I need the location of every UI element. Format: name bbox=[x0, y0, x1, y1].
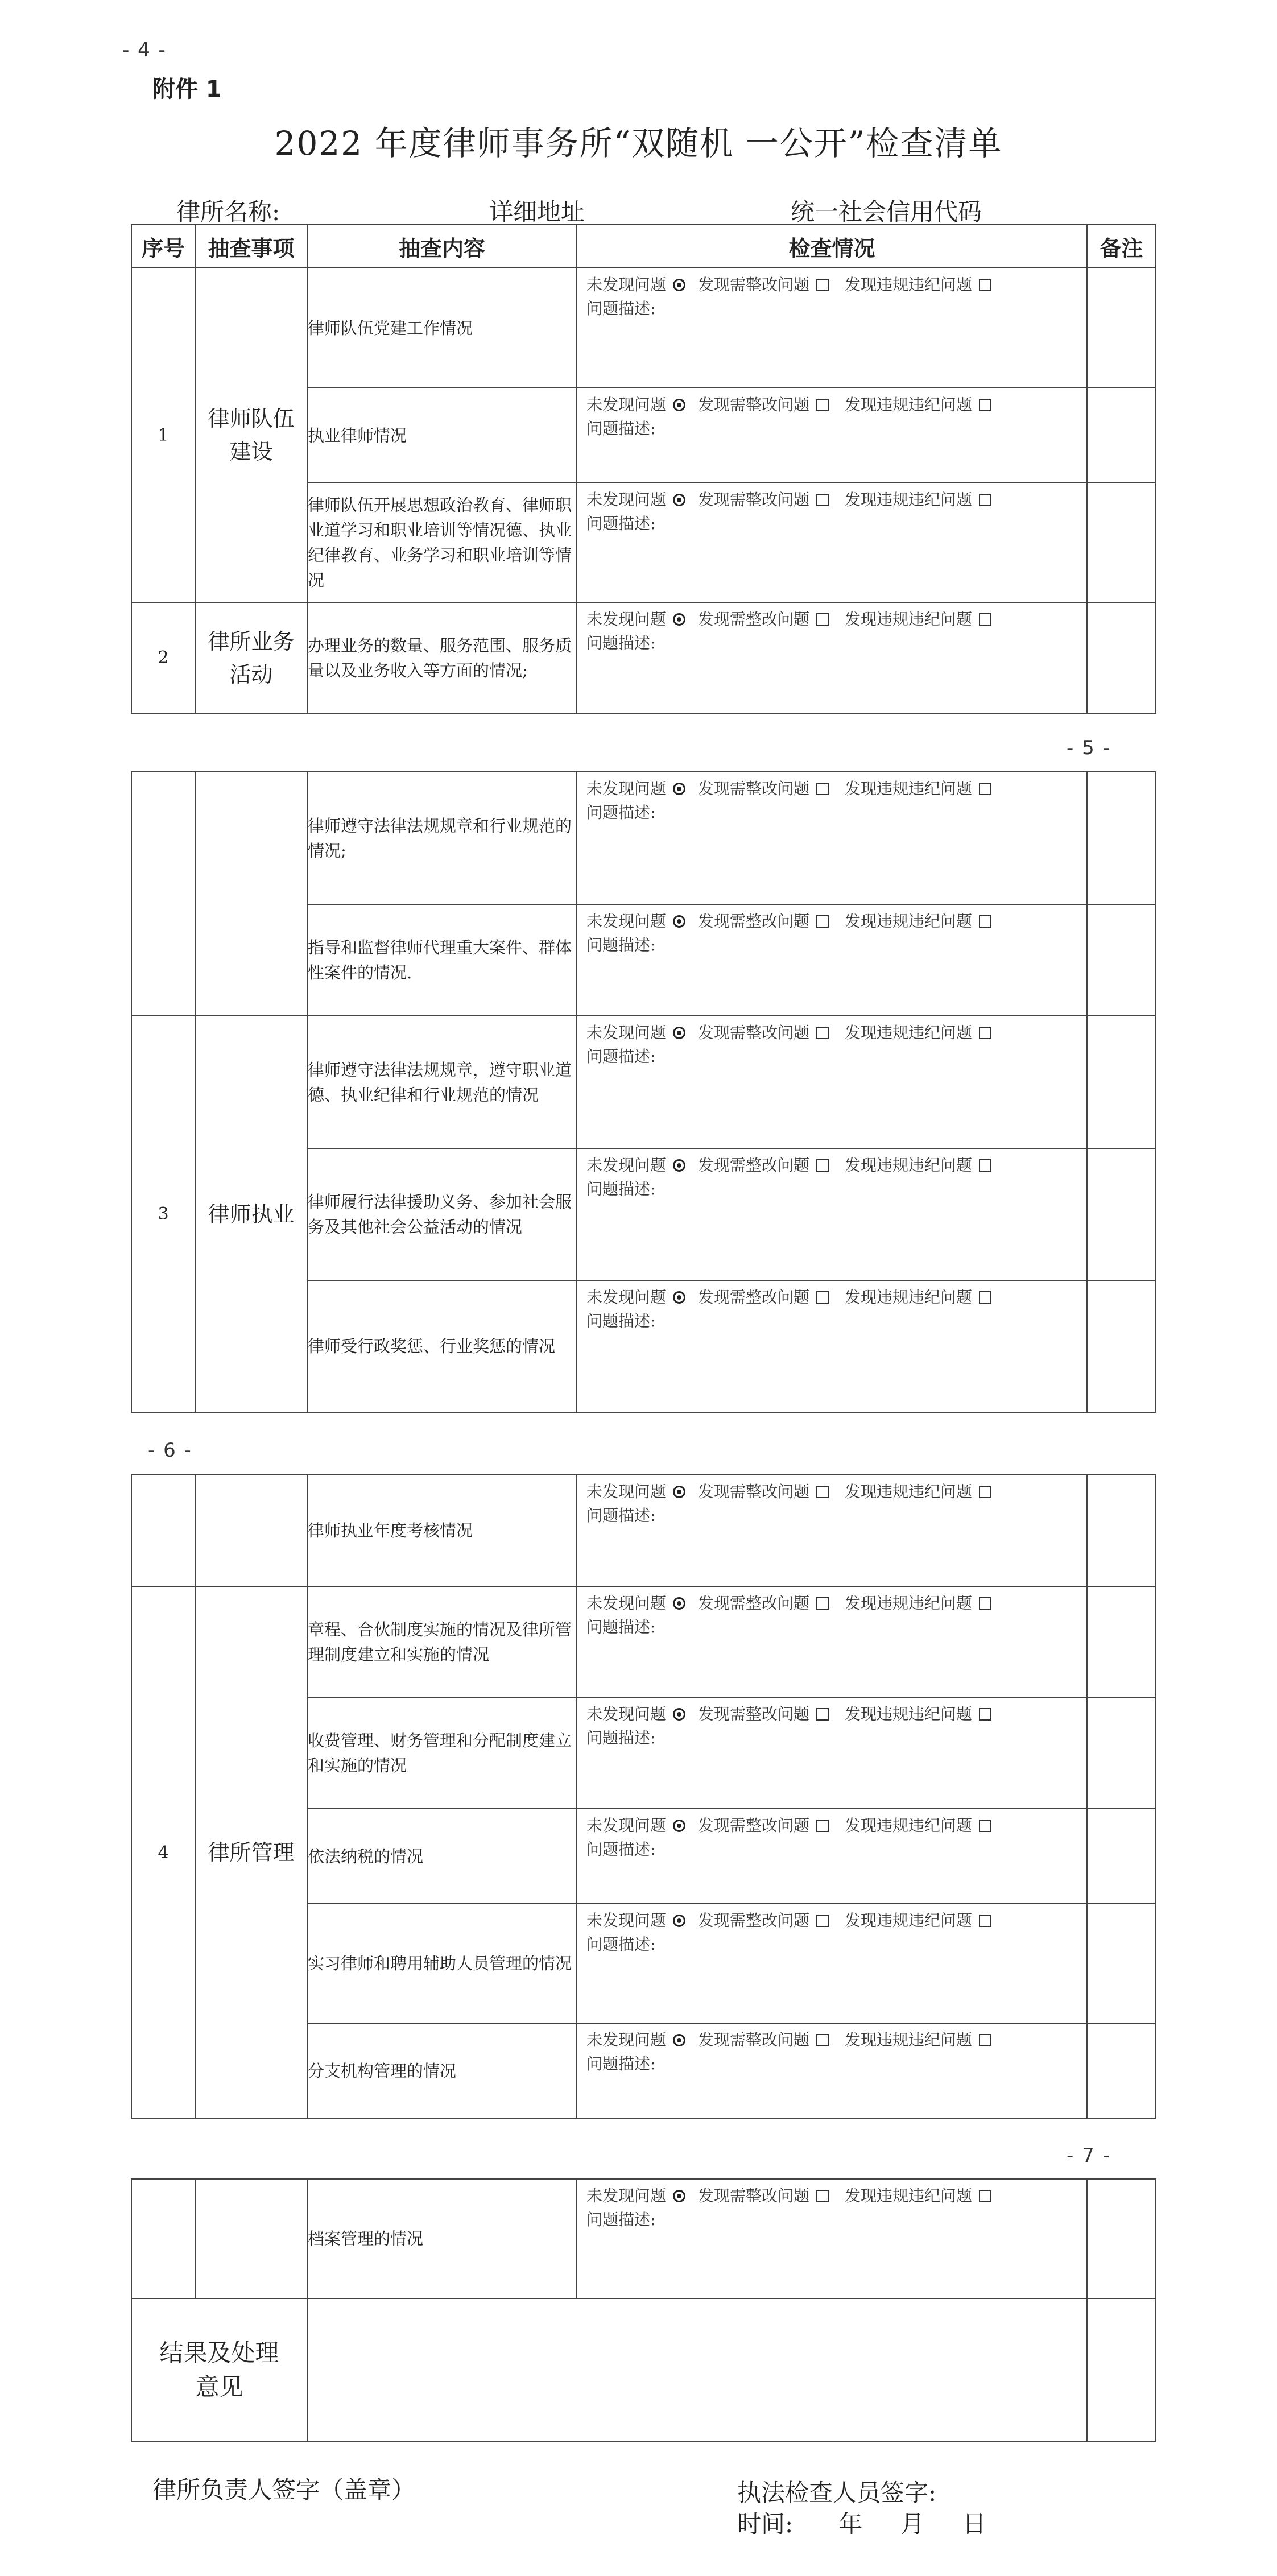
firm-name-label: 律所名称: bbox=[176, 198, 280, 226]
checklist-table-page-4 bbox=[131, 224, 1156, 714]
check-cell bbox=[577, 2023, 1087, 2119]
remark-cell[interactable] bbox=[1087, 2298, 1156, 2442]
header-check: 检查情况 bbox=[577, 225, 1087, 268]
check-cell bbox=[577, 388, 1087, 483]
group-seq: 3 bbox=[131, 1016, 195, 1412]
content-cell: 章程、合伙制度实施的情况及律所管理制度建立和实施的情况 bbox=[307, 1586, 577, 1697]
check-cell bbox=[577, 1809, 1087, 1904]
problem-description-label: 问题描述: bbox=[586, 936, 656, 954]
remark-cell[interactable] bbox=[1087, 2179, 1156, 2298]
checklist-table-page-6 bbox=[131, 1474, 1156, 2119]
check-cell bbox=[577, 904, 1087, 1016]
check-cell bbox=[577, 268, 1087, 388]
content-cell: 档案管理的情况 bbox=[307, 2179, 577, 2298]
no-issue-radio-icon[interactable] bbox=[673, 399, 685, 411]
violation-label: 发现违规违纪问题 bbox=[845, 1911, 973, 1930]
content-cell: 指导和监督律师代理重大案件、群体性案件的情况. bbox=[307, 904, 577, 1016]
no-issue-radio-icon[interactable] bbox=[673, 1486, 685, 1498]
violation-checkbox-icon[interactable] bbox=[979, 783, 991, 795]
check-options bbox=[586, 488, 1077, 512]
rectify-checkbox-icon[interactable] bbox=[816, 1915, 829, 1927]
content-cell: 律师受行政奖惩、行业奖惩的情况 bbox=[307, 1280, 577, 1412]
remark-cell[interactable] bbox=[1087, 1016, 1156, 1148]
group-seq-continued bbox=[131, 1475, 195, 1586]
credit-code-label: 统一社会信用代码 bbox=[791, 198, 982, 226]
page-number-4: - 4 - bbox=[122, 39, 167, 61]
no-issue-label: 未发现问题 bbox=[586, 490, 667, 509]
group-seq: 1 bbox=[131, 268, 195, 602]
no-issue-label: 未发现问题 bbox=[586, 912, 667, 931]
rectify-label: 发现需整改问题 bbox=[698, 1156, 810, 1175]
check-cell bbox=[577, 1904, 1087, 2023]
firm-head-signature-label: 律所负责人签字（盖章） bbox=[152, 2476, 416, 2504]
header-item: 抽查事项 bbox=[195, 225, 307, 268]
violation-label: 发现违规违纪问题 bbox=[845, 490, 973, 509]
violation-label: 发现违规违纪问题 bbox=[845, 1705, 973, 1723]
content-cell: 律师遵守法律法规规章和行业规范的情况; bbox=[307, 772, 577, 904]
rectify-checkbox-icon[interactable] bbox=[816, 1708, 829, 1721]
problem-description-label: 问题描述: bbox=[586, 1506, 656, 1525]
remark-cell[interactable] bbox=[1087, 268, 1156, 388]
violation-checkbox-icon[interactable] bbox=[979, 2190, 991, 2202]
result-row bbox=[131, 2298, 1156, 2442]
group-item: 律所业务 活动 bbox=[195, 602, 307, 713]
page-number-5: - 5 - bbox=[1067, 737, 1111, 759]
rectify-checkbox-icon[interactable] bbox=[816, 1027, 829, 1039]
no-issue-label: 未发现问题 bbox=[586, 1911, 667, 1930]
checklist-table-page-7 bbox=[131, 2178, 1156, 2442]
violation-label: 发现违规违纪问题 bbox=[845, 1594, 973, 1612]
no-issue-radio-icon[interactable] bbox=[673, 2190, 685, 2202]
header-remark: 备注 bbox=[1087, 225, 1156, 268]
rectify-checkbox-icon[interactable] bbox=[816, 1159, 829, 1172]
no-issue-radio-icon[interactable] bbox=[673, 494, 685, 506]
problem-description-label: 问题描述: bbox=[586, 1729, 656, 1747]
no-issue-label: 未发现问题 bbox=[586, 1023, 667, 1042]
violation-checkbox-icon[interactable] bbox=[979, 915, 991, 928]
remark-cell[interactable] bbox=[1087, 1148, 1156, 1280]
rectify-label: 发现需整改问题 bbox=[698, 1594, 810, 1612]
check-options bbox=[586, 2028, 1077, 2052]
content-cell: 律师执业年度考核情况 bbox=[307, 1475, 577, 1586]
group-item: 律师执业 bbox=[195, 1016, 307, 1412]
no-issue-radio-icon[interactable] bbox=[673, 1915, 685, 1927]
remark-cell[interactable] bbox=[1087, 388, 1156, 483]
no-issue-radio-icon[interactable] bbox=[673, 915, 685, 928]
violation-checkbox-icon[interactable] bbox=[979, 1291, 991, 1304]
no-issue-label: 未发现问题 bbox=[586, 1705, 667, 1723]
violation-checkbox-icon[interactable] bbox=[979, 399, 991, 411]
check-cell bbox=[577, 1586, 1087, 1697]
violation-checkbox-icon[interactable] bbox=[979, 1915, 991, 1927]
violation-checkbox-icon[interactable] bbox=[979, 494, 991, 506]
group-item: 律师队伍 建设 bbox=[195, 268, 307, 602]
content-cell: 实习律师和聘用辅助人员管理的情况 bbox=[307, 1904, 577, 2023]
table-row bbox=[131, 2179, 1156, 2298]
table-row bbox=[131, 1016, 1156, 1148]
problem-description-label: 问题描述: bbox=[586, 299, 656, 318]
violation-label: 发现违规违纪问题 bbox=[845, 1156, 973, 1175]
problem-description-label: 问题描述: bbox=[586, 2054, 656, 2073]
rectify-label: 发现需整改问题 bbox=[698, 1023, 810, 1042]
content-cell: 收费管理、财务管理和分配制度建立和实施的情况 bbox=[307, 1697, 577, 1809]
check-options bbox=[586, 909, 1077, 933]
rectify-checkbox-icon[interactable] bbox=[816, 783, 829, 795]
problem-description-label: 问题描述: bbox=[586, 514, 656, 533]
group-item-continued bbox=[195, 772, 307, 1016]
violation-label: 发现违规违纪问题 bbox=[845, 1816, 973, 1835]
table-row bbox=[131, 772, 1156, 904]
no-issue-label: 未发现问题 bbox=[586, 779, 667, 798]
violation-checkbox-icon[interactable] bbox=[979, 1708, 991, 1721]
check-cell bbox=[577, 772, 1087, 904]
content-cell: 律师履行法律援助义务、参加社会服务及其他社会公益活动的情况 bbox=[307, 1148, 577, 1280]
rectify-label: 发现需整改问题 bbox=[698, 912, 810, 931]
rectify-checkbox-icon[interactable] bbox=[816, 1820, 829, 1832]
page-title: 2022 年度律师事务所“双随机 一公开”检查清单 bbox=[274, 124, 1003, 163]
violation-checkbox-icon[interactable] bbox=[979, 1820, 991, 1832]
group-seq-continued bbox=[131, 2179, 195, 2298]
violation-label: 发现违规违纪问题 bbox=[845, 275, 973, 294]
violation-label: 发现违规违纪问题 bbox=[845, 912, 973, 931]
check-cell bbox=[577, 1016, 1087, 1148]
result-label: 结果及处理 意见 bbox=[131, 2298, 307, 2442]
check-options bbox=[586, 1814, 1077, 1838]
remark-cell[interactable] bbox=[1087, 1475, 1156, 1586]
no-issue-label: 未发现问题 bbox=[586, 1288, 667, 1306]
content-cell: 律师队伍开展思想政治教育、律师职业道学习和职业培训等情况德、执业纪律教育、业务学习和职业培训等情况 bbox=[307, 483, 577, 602]
rectify-label: 发现需整改问题 bbox=[698, 779, 810, 798]
rectify-checkbox-icon[interactable] bbox=[816, 613, 829, 626]
check-options bbox=[586, 393, 1077, 417]
table-row bbox=[131, 602, 1156, 713]
check-cell bbox=[577, 2179, 1087, 2298]
no-issue-radio-icon[interactable] bbox=[673, 783, 685, 795]
content-cell: 律师遵守法律法规规章，遵守职业道德、执业纪律和行业规范的情况 bbox=[307, 1016, 577, 1148]
page-number-6: - 6 - bbox=[148, 1439, 192, 1462]
no-issue-radio-icon[interactable] bbox=[673, 1597, 685, 1610]
violation-checkbox-icon[interactable] bbox=[979, 1486, 991, 1498]
no-issue-label: 未发现问题 bbox=[586, 1156, 667, 1175]
no-issue-radio-icon[interactable] bbox=[673, 2034, 685, 2046]
rectify-label: 发现需整改问题 bbox=[698, 275, 810, 294]
no-issue-radio-icon[interactable] bbox=[673, 1291, 685, 1304]
no-issue-label: 未发现问题 bbox=[586, 275, 667, 294]
check-options bbox=[586, 1909, 1077, 1933]
problem-description-label: 问题描述: bbox=[586, 803, 656, 822]
result-opinion-field[interactable] bbox=[307, 2298, 1087, 2442]
rectify-label: 发现需整改问题 bbox=[698, 1482, 810, 1501]
content-cell: 执业律师情况 bbox=[307, 388, 577, 483]
violation-label: 发现违规违纪问题 bbox=[845, 610, 973, 629]
content-cell: 办理业务的数量、服务范围、服务质量以及业务收入等方面的情况; bbox=[307, 602, 577, 713]
problem-description-label: 问题描述: bbox=[586, 419, 656, 438]
check-options bbox=[586, 1285, 1077, 1309]
rectify-checkbox-icon[interactable] bbox=[816, 1597, 829, 1610]
problem-description-label: 问题描述: bbox=[586, 1312, 656, 1330]
no-issue-label: 未发现问题 bbox=[586, 610, 667, 629]
header-seq: 序号 bbox=[131, 225, 195, 268]
violation-checkbox-icon[interactable] bbox=[979, 279, 991, 291]
check-cell bbox=[577, 483, 1087, 602]
remark-cell[interactable] bbox=[1087, 483, 1156, 602]
rectify-label: 发现需整改问题 bbox=[698, 2031, 810, 2049]
remark-cell[interactable] bbox=[1087, 2023, 1156, 2119]
problem-description-label: 问题描述: bbox=[586, 1840, 656, 1859]
problem-description-label: 问题描述: bbox=[586, 634, 656, 652]
checklist-table-page-5 bbox=[131, 771, 1156, 1413]
violation-label: 发现违规违纪问题 bbox=[845, 1482, 973, 1501]
inspector-signature-label: 执法检查人员签字: bbox=[737, 2479, 937, 2507]
problem-description-label: 问题描述: bbox=[586, 1180, 656, 1198]
violation-label: 发现违规违纪问题 bbox=[845, 2031, 973, 2049]
remark-cell[interactable] bbox=[1087, 1280, 1156, 1412]
check-options bbox=[586, 273, 1077, 297]
header-content: 抽查内容 bbox=[307, 225, 577, 268]
remark-cell[interactable] bbox=[1087, 602, 1156, 713]
rectify-checkbox-icon[interactable] bbox=[816, 494, 829, 506]
content-cell: 分支机构管理的情况 bbox=[307, 2023, 577, 2119]
no-issue-label: 未发现问题 bbox=[586, 2186, 667, 2205]
violation-checkbox-icon[interactable] bbox=[979, 1597, 991, 1610]
violation-checkbox-icon[interactable] bbox=[979, 1027, 991, 1039]
violation-checkbox-icon[interactable] bbox=[979, 1159, 991, 1172]
remark-cell[interactable] bbox=[1087, 1809, 1156, 1904]
violation-checkbox-icon[interactable] bbox=[979, 613, 991, 626]
check-options bbox=[586, 777, 1077, 801]
rectify-label: 发现需整改问题 bbox=[698, 2186, 810, 2205]
check-options bbox=[586, 1480, 1077, 1504]
check-cell bbox=[577, 1148, 1087, 1280]
no-issue-label: 未发现问题 bbox=[586, 1482, 667, 1501]
no-issue-radio-icon[interactable] bbox=[673, 1820, 685, 1832]
remark-cell[interactable] bbox=[1087, 904, 1156, 1016]
remark-cell[interactable] bbox=[1087, 1697, 1156, 1809]
violation-label: 发现违规违纪问题 bbox=[845, 1288, 973, 1306]
no-issue-label: 未发现问题 bbox=[586, 1816, 667, 1835]
rectify-checkbox-icon[interactable] bbox=[816, 2190, 829, 2202]
check-options bbox=[586, 1021, 1077, 1045]
problem-description-label: 问题描述: bbox=[586, 1935, 656, 1954]
rectify-checkbox-icon[interactable] bbox=[816, 1486, 829, 1498]
date-label: 时间: 年 月 日 bbox=[737, 2510, 986, 2538]
group-item-continued bbox=[195, 2179, 307, 2298]
rectify-checkbox-icon[interactable] bbox=[816, 915, 829, 928]
group-seq: 4 bbox=[131, 1586, 195, 2119]
remark-cell[interactable] bbox=[1087, 1904, 1156, 2023]
no-issue-radio-icon[interactable] bbox=[673, 613, 685, 626]
problem-description-label: 问题描述: bbox=[586, 1047, 656, 1066]
rectify-label: 发现需整改问题 bbox=[698, 1705, 810, 1723]
check-options bbox=[586, 1591, 1077, 1615]
no-issue-radio-icon[interactable] bbox=[673, 1027, 685, 1039]
table-row bbox=[131, 1475, 1156, 1586]
no-issue-radio-icon[interactable] bbox=[673, 279, 685, 291]
violation-label: 发现违规违纪问题 bbox=[845, 1023, 973, 1042]
table-row bbox=[131, 1586, 1156, 1697]
rectify-checkbox-icon[interactable] bbox=[816, 2034, 829, 2046]
problem-description-label: 问题描述: bbox=[586, 2210, 656, 2229]
rectify-label: 发现需整改问题 bbox=[698, 395, 810, 414]
check-options bbox=[586, 1702, 1077, 1726]
violation-checkbox-icon[interactable] bbox=[979, 2034, 991, 2046]
no-issue-label: 未发现问题 bbox=[586, 2031, 667, 2049]
rectify-label: 发现需整改问题 bbox=[698, 610, 810, 629]
group-seq-continued bbox=[131, 772, 195, 1016]
violation-label: 发现违规违纪问题 bbox=[845, 395, 973, 414]
violation-label: 发现违规违纪问题 bbox=[845, 779, 973, 798]
content-cell: 依法纳税的情况 bbox=[307, 1809, 577, 1904]
no-issue-label: 未发现问题 bbox=[586, 1594, 667, 1612]
rectify-label: 发现需整改问题 bbox=[698, 1288, 810, 1306]
rectify-checkbox-icon[interactable] bbox=[816, 399, 829, 411]
check-cell bbox=[577, 1280, 1087, 1412]
address-label: 详细地址 bbox=[489, 198, 585, 226]
violation-label: 发现违规违纪问题 bbox=[845, 2186, 973, 2205]
group-item: 律所管理 bbox=[195, 1586, 307, 2119]
problem-description-label: 问题描述: bbox=[586, 1618, 656, 1636]
check-cell bbox=[577, 1697, 1087, 1809]
check-options bbox=[586, 2184, 1077, 2208]
check-cell bbox=[577, 602, 1087, 713]
rectify-checkbox-icon[interactable] bbox=[816, 1291, 829, 1304]
rectify-label: 发现需整改问题 bbox=[698, 1911, 810, 1930]
check-options bbox=[586, 1153, 1077, 1177]
table-row bbox=[131, 268, 1156, 388]
no-issue-radio-icon[interactable] bbox=[673, 1159, 685, 1172]
rectify-label: 发现需整改问题 bbox=[698, 490, 810, 509]
group-item-continued bbox=[195, 1475, 307, 1586]
content-cell: 律师队伍党建工作情况 bbox=[307, 268, 577, 388]
group-seq: 2 bbox=[131, 602, 195, 713]
remark-cell[interactable] bbox=[1087, 1586, 1156, 1697]
rectify-checkbox-icon[interactable] bbox=[816, 279, 829, 291]
attachment-label: 附件 1 bbox=[152, 76, 222, 102]
check-cell bbox=[577, 1475, 1087, 1586]
no-issue-radio-icon[interactable] bbox=[673, 1708, 685, 1721]
remark-cell[interactable] bbox=[1087, 772, 1156, 904]
rectify-label: 发现需整改问题 bbox=[698, 1816, 810, 1835]
page-number-7: - 7 - bbox=[1067, 2144, 1111, 2167]
no-issue-label: 未发现问题 bbox=[586, 395, 667, 414]
check-options bbox=[586, 607, 1077, 631]
